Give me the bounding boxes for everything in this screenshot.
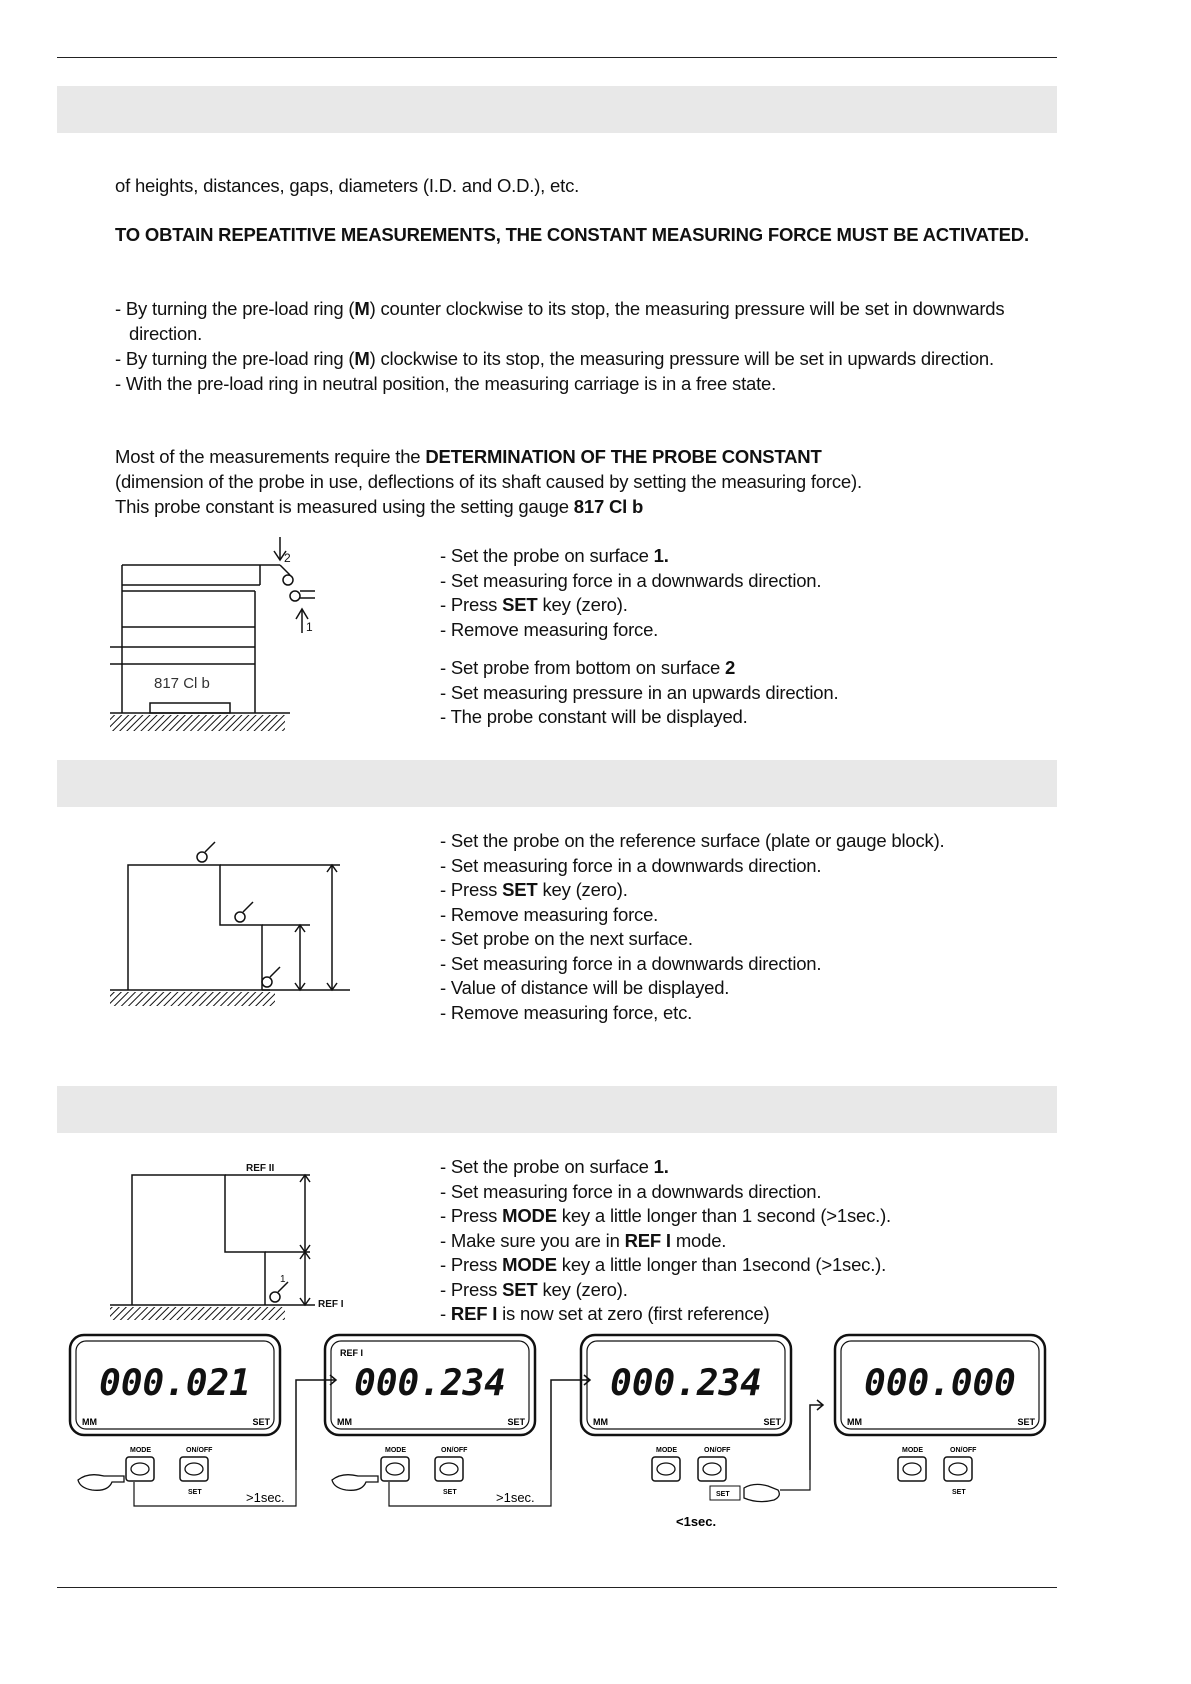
hand-icon <box>78 1475 124 1491</box>
onoff-button[interactable] <box>435 1457 463 1481</box>
lcd-value: 000.234 <box>354 1363 506 1404</box>
list-item: - Set the probe on surface 1. <box>440 545 669 566</box>
preload-item: - By turning the pre-load ring (M) clockwise to its stop, the measuring pressure will be set in upwards direction. <box>115 348 994 369</box>
display-2 <box>325 1335 551 1506</box>
mode-label: MODE <box>385 1447 406 1454</box>
list-item: - Set measuring pressure in an upwards direction. <box>440 681 839 703</box>
list-item: - Set probe on the next surface. <box>440 928 693 949</box>
list-item: - REF I is now set at zero (first reference) <box>440 1303 770 1324</box>
onoff-button[interactable] <box>944 1457 972 1481</box>
lcd-value: 000.021 <box>99 1363 251 1404</box>
probe-constant-paragraph: Most of the measurements require the DETERMINATION OF THE PROBE CONSTANT (dimension of the probe in use, deflections of its shaft caused by setting the measuring force). This probe constant is measured using the setting gauge 817 Cl b <box>115 446 862 517</box>
set-indicator: SET <box>252 1417 270 1427</box>
set-indicator: SET <box>507 1417 525 1427</box>
list-item: - The probe constant will be displayed. <box>440 706 748 727</box>
mode-button[interactable] <box>652 1457 680 1481</box>
hand-icon <box>744 1484 779 1501</box>
hand-icon <box>332 1475 378 1491</box>
lcd-value: 000.000 <box>864 1363 1016 1404</box>
set-indicator: SET <box>1017 1417 1035 1427</box>
list-item: - Remove measuring force. <box>440 618 659 640</box>
ground-hatch <box>110 715 285 731</box>
onoff-label: ON/OFF <box>704 1447 731 1454</box>
preload-list <box>115 296 1035 396</box>
list-item: - Remove measuring force, etc. <box>440 1001 693 1023</box>
timing-note: <1sec. <box>676 1514 717 1529</box>
list-item: - Press SET key (zero). <box>440 594 628 615</box>
display-sequence <box>60 1330 1060 1540</box>
steps-probe-constant-b <box>440 656 838 730</box>
list-item: - Remove measuring force. <box>440 903 659 925</box>
list-item: - Value of distance will be displayed. <box>440 977 730 998</box>
reference-figure <box>110 1160 370 1320</box>
list-item: - Press MODE key a little longer than 1 second (>1sec.). <box>440 1205 891 1226</box>
mode-label: MODE <box>656 1447 677 1454</box>
unit-label: MM <box>593 1417 608 1427</box>
ground-hatch <box>110 992 275 1006</box>
unit-label: MM <box>82 1417 97 1427</box>
preload-item: - By turning the pre-load ring (M) counter clockwise to its stop, the measuring pressure will be set in downwards direction. <box>115 298 1005 344</box>
onoff-label: ON/OFF <box>186 1447 213 1454</box>
ground-hatch <box>110 1307 285 1320</box>
list-item: - Make sure you are in REF I mode. <box>440 1229 727 1251</box>
warning-text: TO OBTAIN REPEATITIVE MEASUREMENTS, THE CONSTANT MEASURING FORCE MUST BE ACTIVATED. <box>115 224 1029 245</box>
list-item: - Press MODE key a little longer than 1second (>1sec.). <box>440 1254 887 1275</box>
display-3 <box>581 1335 810 1529</box>
list-item: - Press SET key (zero). <box>440 879 628 900</box>
list-item: - Set measuring force in a downwards direction. <box>440 1180 822 1202</box>
timing-note: >1sec. <box>246 1490 285 1505</box>
list-item: - Set the probe on the reference surface (plate or gauge block). <box>440 830 945 851</box>
set-key-label: SET <box>188 1489 202 1496</box>
section-band-1 <box>57 86 1057 133</box>
preload-item: - With the pre-load ring in neutral position, the measuring carriage is in a free state. <box>115 373 777 394</box>
steps-probe-constant-a <box>440 544 821 642</box>
top-rule <box>57 57 1057 58</box>
onoff-label: ON/OFF <box>441 1447 468 1454</box>
timing-note: >1sec. <box>496 1490 535 1505</box>
gauge-label: 817 Cl b <box>154 675 210 692</box>
setting-gauge-figure <box>110 535 340 745</box>
ref-i-label: REF I <box>318 1299 344 1310</box>
section-band-3 <box>57 1086 1057 1133</box>
surface-1-label: 1 <box>306 620 313 634</box>
set-key-label: SET <box>952 1489 966 1496</box>
list-item: - Set probe from bottom on surface 2 <box>440 657 736 678</box>
set-key-label: SET <box>716 1491 730 1498</box>
steps-distance <box>440 829 944 1025</box>
mode-button[interactable] <box>381 1457 409 1481</box>
list-item: - Set measuring force in a downwards direction. <box>440 854 822 876</box>
unit-label: MM <box>337 1417 352 1427</box>
lcd-value: 000.234 <box>610 1363 762 1404</box>
mode-button[interactable] <box>898 1457 926 1481</box>
list-item: - Set the probe on surface 1. <box>440 1156 669 1177</box>
bottom-rule <box>57 1587 1057 1588</box>
mode-indicator: REF I <box>340 1348 364 1358</box>
onoff-button[interactable] <box>698 1457 726 1481</box>
mode-button[interactable] <box>126 1457 154 1481</box>
display-1 <box>70 1335 296 1506</box>
section-band-2 <box>57 760 1057 807</box>
ref-ii-label: REF II <box>246 1163 275 1174</box>
list-item: - Set measuring force in a downwards direction. <box>440 952 822 974</box>
surface-1-marker: 1 <box>280 1274 286 1285</box>
set-indicator: SET <box>763 1417 781 1427</box>
list-item: - Set measuring force in a downwards direction. <box>440 569 822 591</box>
mode-label: MODE <box>902 1447 923 1454</box>
onoff-button[interactable] <box>180 1457 208 1481</box>
steps-reference <box>440 1155 891 1327</box>
surface-2-label: 2 <box>284 551 291 565</box>
unit-label: MM <box>847 1417 862 1427</box>
mode-label: MODE <box>130 1447 151 1454</box>
intro-text: of heights, distances, gaps, diameters (I.D. and O.D.), etc. <box>115 175 580 196</box>
step-measurement-figure <box>110 840 350 1015</box>
set-key-label: SET <box>443 1489 457 1496</box>
list-item: - Press SET key (zero). <box>440 1278 628 1300</box>
display-4 <box>835 1335 1045 1496</box>
onoff-label: ON/OFF <box>950 1447 977 1454</box>
